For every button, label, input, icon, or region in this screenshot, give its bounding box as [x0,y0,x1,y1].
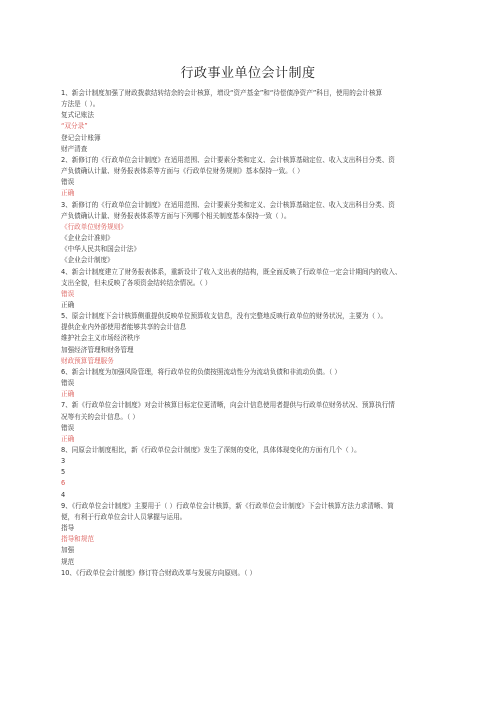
option-text: 5 [61,468,66,477]
question-text: 2、新修订的《行政单位会计制度》在适用范围、会计要素分类和定义、会计核算基础定位、收入支出科目分类、资 [61,155,395,164]
question-text: 9、《行政单位会计制度》主要用于（ ）行政单位会计核算，新《行政单位会计制度》下会计核算方法力求清晰、简 [61,501,394,510]
question-text: 便，有利于行政单位会计人员掌握与运用。 [61,512,187,521]
option-text: 《企业会计准则》 [61,234,114,243]
question-text: 10、《行政单位会计制度》修订符合财政改革与发展方向原则。（ ） [61,568,257,577]
option-text: 错误 [61,423,75,432]
question-text: 6、新会计制度为加强风险管理，将行政单位的负债按照流动性分为流动负债和非流动负债。（ ） [61,367,341,376]
question-text: 7、新《行政单位会计制度》对会计核算目标定位更清晰，向会计信息使用者提供与行政单位财务状况、预算执行情 [61,401,395,410]
option-text: 错误 [61,379,75,388]
answer-option-text: 《行政单位财务规则》 [61,222,127,231]
option-text: 《企业会计制度》 [61,256,114,265]
question-list [61,88,438,579]
question-text: 况等有关的会计信息。（ ） [61,412,139,421]
option-text: 加强经济管理和财务管理 [61,345,134,354]
answer-option-text: 错误 [61,289,75,298]
option-text: 《中华人民共和国会计法》 [61,245,141,254]
option-text: 加强 [61,546,75,555]
option-text: 3 [61,457,66,466]
answer-option-text: 财政预算管理服务 [61,356,114,365]
answer-option-text: 正确 [61,390,75,399]
question-text: 产负债确认计量、财务报表体系等方面与下列哪个相关制度基本保持一致（ ）。 [61,211,291,220]
page-title: 行政事业单位会计制度 [180,66,316,81]
option-text: 财产清查 [61,144,88,153]
question-text: 产负债确认计量、财务报表体系等方面与《行政单位财务规则》基本保持一致。（ ） [61,167,304,176]
option-text: 4 [61,490,66,499]
option-text: 错误 [61,178,75,187]
question-text: 方法是（ ）。 [61,100,100,109]
option-text: 登记会计账簿 [61,133,101,142]
answer-option-text: “双分录” [61,122,88,131]
option-text: 指导 [61,524,75,533]
option-text: 规范 [61,557,75,566]
option-text: 复式记账法 [61,111,94,120]
option-text: 提供企业内外部使用者能够共享的会计信息 [61,323,187,332]
option-text: 维护社会主义市场经济秩序 [61,334,141,343]
question-text: 4、新会计制度建立了财务报表体系，重新设计了收入支出表的结构，既全面反映了行政单位一定会计期间内的收入、 [61,267,402,276]
answer-option-text: 指导和规范 [61,535,94,544]
option-text: 正确 [61,300,75,309]
question-text: 支出全貌，但未反映了各项资金结转结余情况。（ ） [61,278,212,287]
question-text: 3、新修订的《行政单位会计制度》在适用范围、会计要素分类和定义、会计核算基础定位、收入支出科目分类、资 [61,200,395,209]
question-text: 1、新会计制度加强了财政拨款结转结余的会计核算，增设“资产基金”和“待偿债净资产”科目，使用的会计核算 [61,89,383,97]
question-text: 5、原会计制度下会计核算侧重提供反映单位预算收支信息，没有完整地反映行政单位的财务状况，主要为（ ）。 [61,312,388,321]
question-text: 8、同原会计制度相比，新《行政单位会计制度》发生了深刻的变化，具体体现变化的方面有几个（ ）。 [61,446,361,454]
answer-option-text: 6 [61,479,66,488]
answer-option-text: 正确 [61,434,75,443]
answer-option-text: 正确 [61,189,75,198]
